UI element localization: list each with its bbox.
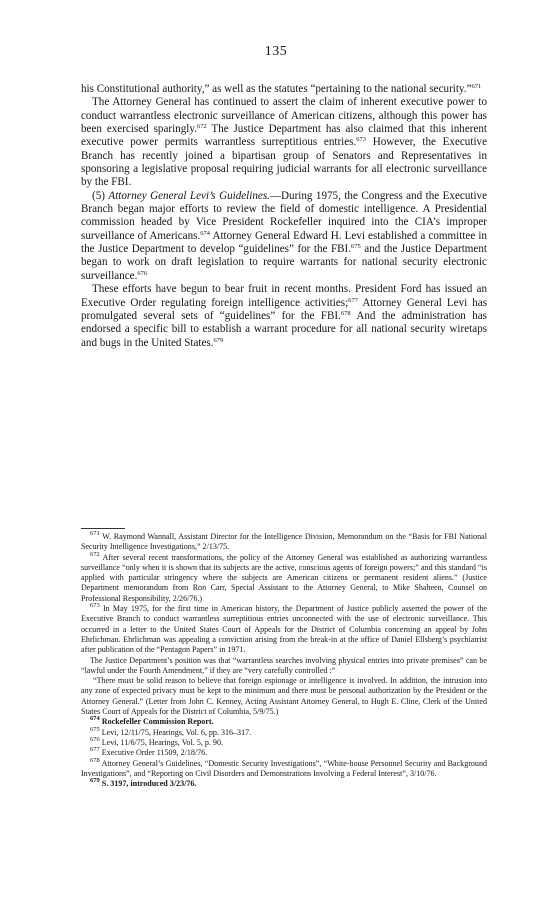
footnote-ref-677[interactable]: 677 <box>348 296 358 304</box>
paragraph-4-text-b: Attorney General Levi has promulgated several sets of “guidelines” for the FBI. <box>81 296 488 322</box>
footnote-text: Rockefeller Commission Report. <box>99 717 214 727</box>
footnote-ref-676[interactable]: 676 <box>137 269 148 277</box>
footnote-text: Levi, 12/11/75, Hearings, Vol. 6, pp. 316–317. <box>99 727 252 737</box>
footnote-number: 676 <box>90 735 100 743</box>
footnote-ref-672[interactable]: 672 <box>196 123 207 131</box>
paragraph-4-text-c: And the administration has endorsed a specific bill to establish a warrant procedure for all national security wiretaps and bugs in the United States. <box>81 309 487 349</box>
footnote-number: 677 <box>90 746 100 754</box>
footnote-ref-678[interactable]: 678 <box>340 309 351 317</box>
footnote-text: Executive Order 11509, 2/18/76. <box>99 748 208 758</box>
paragraph-4-text-a: These efforts have begun to bear fruit in recent months. President Ford has issued an Executive Order regulating foreign intelligence activities; <box>81 283 487 309</box>
footnote-text: After several recent transformations, the policy of the Attorney General was established as authorizing warrantless surveillance “only when it is shown that its subjects are the active, conscious agents of foreign powers;” and this standard “is applied with particular stringency where the subjects are American citizens or permanent resident aliens.” (Justice Department memorandum from Ron Carr, Special Assistant to the Attorney General, to Mike Shaheen, Counsel on Professional Responsibility, 2/26/76.) <box>81 552 487 603</box>
footnote-text: Attorney General’s Guidelines, “Domestic Security Investigations”, “White-house Personnel Security and Background Investigations”, and “Reporting on Civil Disorders and Demonstrations Involving a Federal Interest”, 3/10/76. <box>81 758 487 778</box>
paragraph-2-text-a: The Attorney General has continued to assert the claim of inherent executive power to conduct warrantless electronic surveillance of American citizens, although this power has been exercised sparingly. <box>81 96 487 136</box>
paragraph-1 <box>81 83 487 96</box>
footnote-671 <box>81 532 487 553</box>
footnote-text: W. Raymond Wannall, Assistant Director for the Intelligence Division, Memorandum on the “Basis for FBI National Security Intelligence Investigations,” 2/13/75. <box>81 532 487 552</box>
paragraph-3 <box>81 190 487 283</box>
footnote-677 <box>81 748 487 758</box>
paragraph-2-text-c: However, the Executive Branch has recently joined a bipartisan group of Senators and Representatives in sponsoring a legislative proposal requiring judicial warrants for all electronic surveillance by the FBI. <box>81 136 487 189</box>
footnote-number: 675 <box>90 725 100 733</box>
footnote-678 <box>81 756 487 780</box>
footnote-673 <box>81 604 487 655</box>
footnote-number: 673 <box>90 602 100 610</box>
paragraph-3-text-a: —During 1975, the Congress and the Executive Branch began major efforts to review the field of domestic intelligence. A Presidential commission headed by Vice President Rockefeller inquired into the CIA’s improper surveillance of Americans. <box>81 189 488 242</box>
footnote-number: 671 <box>90 530 100 537</box>
footnote-ref-671[interactable]: 671 <box>471 83 482 90</box>
footnote-ref-673[interactable]: 673 <box>356 136 367 144</box>
section-heading: Attorney General Levi’s Guidelines. <box>108 189 270 202</box>
footnote-ref-674[interactable]: 674 <box>200 229 210 237</box>
footnote-number: 678 <box>90 756 100 764</box>
footnote-text: In May 1975, for the first time in American history, the Department of Justice publicly asserted the power of the Executive Branch to conduct warrantless surreptitious entries unconnected with the use of electronic surveillance. This occurred in a letter to the United States Court of Appeals for the District of Columbia concerning an appeal by John Ehrlichman. Ehrlichman was appealing a conviction arising from the break-in at the office of Daniel Ellsberg’s psychiatrist after publication of the “Pentagon Papers” in 1971. <box>81 604 487 655</box>
paragraph-4 <box>81 283 487 350</box>
footnote-673-quotation: “There must be solid reason to believe that foreign espionage or intelligence is involved. In addition, the intrusion into any zone of expected privacy must be kept to the minimum and there must be personal authorization by the President or the Attorney General.” (Letter from John C. Kenney, Acting Assistant Attorney General, to Hugh E. Cline, Clerk of the United States Court of Appeals for the District of Columbia, 5/9/75.) <box>81 676 487 717</box>
footnote-672 <box>81 550 487 604</box>
footnote-divider <box>81 528 125 529</box>
footnote-number: 679 <box>90 777 100 785</box>
footnote-674 <box>81 717 487 727</box>
footnote-text: S. 3197, introduced 3/23/76. <box>99 779 197 789</box>
page-number: 135 <box>264 44 288 59</box>
paragraph-1-text: his Constitutional authority,” as well as the statutes “pertaining to the national security.” <box>81 83 472 95</box>
section-number: (5) <box>92 189 109 202</box>
paragraph-2-text-b: The Justice Department has also claimed that this inherent executive power permits warrantless surreptitious entries. <box>81 123 487 149</box>
footnotes <box>81 528 487 789</box>
footnote-675 <box>81 725 487 738</box>
footnote-number: 672 <box>90 550 100 558</box>
paragraph-3-text-c: and the Justice Department began to work on draft legislation to require warrants for national security electronic surveillance. <box>81 243 487 282</box>
footnote-679 <box>81 779 487 789</box>
footnote-673-continuation: The Justice Department’s position was that “warrantless searches involving physical entries into private premises” can be “lawful under the Fourth Amendment,” if they are “very carefully controlled :” <box>81 655 487 675</box>
paragraph-3-text-b: Attorney General Edward H. Levi established a committee in the Justice Department to develop “guidelines” for the FBI. <box>81 229 487 256</box>
footnote-676 <box>81 735 487 748</box>
paragraph-2 <box>81 96 487 189</box>
body-text <box>81 83 487 350</box>
footnote-text: Levi, 11/6/75, Hearings, Vol. 5, p. 90. <box>99 737 223 747</box>
footnote-ref-675[interactable]: 675 <box>351 243 361 251</box>
footnote-number: 674 <box>90 715 100 723</box>
footnote-ref-679[interactable]: 679 <box>213 336 224 344</box>
